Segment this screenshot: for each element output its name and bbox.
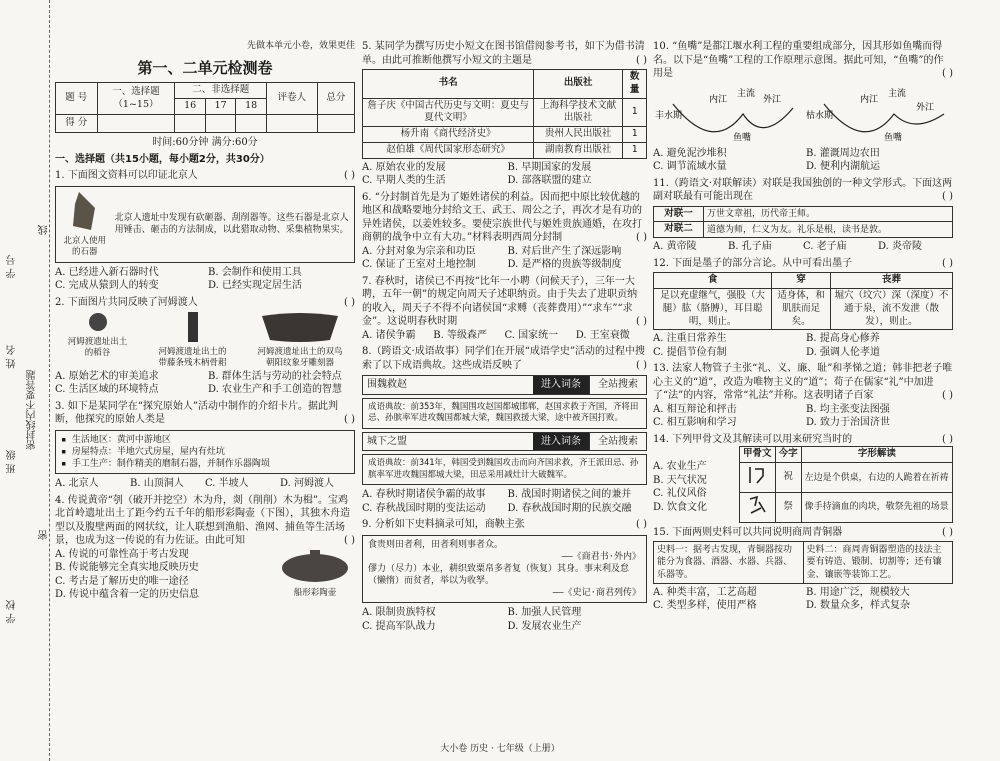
q5-cell: 杨升南《商代经济史》	[363, 127, 534, 143]
option[interactable]: A. 原始农业的发展	[362, 161, 446, 173]
option[interactable]: C. 调节流域水量	[653, 161, 727, 172]
question-14	[653, 433, 953, 523]
q8-story: 成语典故：前341年，韩国受到魏国攻击而向齐国求救，齐王派田忌、孙膑率军进攻魏国都城大梁，田忌采用减灶计大破魏军。	[362, 454, 647, 485]
option[interactable]: A. 北京人	[55, 478, 99, 490]
q12-cell: 适身体，和肌肤而足矣。	[772, 288, 831, 329]
q2-caption: 河姆渡遗址出土 的稻谷	[67, 336, 128, 359]
option[interactable]: B. 用途广泛，规模较大	[806, 586, 910, 598]
q5-cell: 赵伯雄《周代国家形态研究》	[363, 143, 534, 159]
name-label: 姓 名	[7, 345, 18, 369]
q2-figures	[55, 312, 355, 369]
q5-cell: 1	[623, 143, 647, 159]
option[interactable]: B. 传说能够完全真实地反映历史	[55, 562, 199, 574]
option[interactable]: C. 春秋战国时期的变法运动	[362, 502, 486, 514]
q9-quote: 僇力（尽力）本业，耕织致粟帛多者复（恢复）其身。事末利及怠（懒惰）而贫者，举以为收孥。	[368, 564, 630, 587]
option[interactable]: B. 对后世产生了深远影响	[507, 245, 622, 257]
option[interactable]: A. 黄帝陵	[653, 241, 697, 253]
option[interactable]: C. 完成从猿到人的转变	[55, 280, 159, 292]
q1-caption: 北京人使用的石器	[63, 236, 107, 258]
q12-head: 丧葬	[831, 273, 953, 289]
q14-oracle-table	[739, 446, 953, 522]
question-4	[55, 494, 355, 602]
bone-tool-image	[182, 312, 204, 342]
diagram-label: 鱼嘴	[884, 132, 903, 143]
q9-stem: 9. 分析如下史料摘录可知，商鞅主张	[362, 519, 525, 531]
option[interactable]: B. 早期国家的发展	[507, 161, 592, 173]
section-1-heading: 一、选择题（共15小题，每小题2分，共30分）	[55, 153, 270, 165]
option[interactable]: B. 孔子庙	[728, 241, 772, 253]
q9-material	[362, 535, 647, 604]
q9-source: ——《商君书·外内》	[561, 551, 641, 562]
q5-col-head: 出版社	[534, 70, 623, 99]
q14-stem: 14. 下列甲骨文及其解读可以用来研究当时的	[653, 433, 853, 445]
answer-paren[interactable]: ( )	[344, 414, 355, 426]
question-2	[55, 296, 355, 397]
q6-stem: 6. “分封制首先是为了姬姓诸侯的利益。因而把中原比较优越的地区和战略要地分封给文王、武王、周公之子，再次才是有功的异姓诸侯，以姜姓较多。要使宗族世代与姬姓贵族通婚，在攻打商朝的战争中立有大功。”材料表明西周分封制	[362, 191, 642, 244]
seal-line-mark: 线	[39, 225, 50, 235]
q5-book-table	[362, 69, 647, 159]
question-6	[362, 191, 647, 272]
stone-tool-image	[65, 190, 105, 232]
search-bar	[362, 432, 647, 452]
option[interactable]: D. 致力于治国济世	[806, 417, 891, 429]
q14-head: 字形解读	[801, 447, 952, 463]
q4-body	[55, 548, 355, 602]
couplet-label: 对联一	[654, 206, 704, 222]
question-15	[653, 526, 953, 613]
q14-cell: 左边是个供桌，右边的人跪着在祈祷	[801, 463, 952, 493]
diagram-label: 主流	[888, 88, 907, 99]
column-3	[653, 40, 953, 616]
option[interactable]: C. 提高军队战力	[362, 620, 436, 632]
score-table-nonchoice: 二、非选择题	[175, 83, 267, 99]
answer-paren[interactable]: ( )	[942, 390, 953, 402]
diagram-label: 内江	[709, 94, 728, 105]
diagram-label: 主流	[737, 88, 756, 99]
q5-cell: 1	[623, 98, 647, 127]
answer-paren[interactable]: ( )	[942, 433, 953, 445]
option[interactable]: C. 保证了王室对土地控制	[362, 259, 476, 271]
option[interactable]: A. 农业生产	[653, 461, 707, 473]
score-cell[interactable]	[205, 115, 235, 133]
option[interactable]: D. 已经实现定居生活	[208, 280, 303, 292]
option[interactable]: C. 相互影响和学习	[653, 417, 737, 429]
question-12	[653, 257, 953, 360]
q14-head: 今字	[775, 447, 801, 463]
answer-paren[interactable]: ( )	[344, 170, 355, 182]
q2-caption: 河姆渡遗址出土的双鸟 朝阳纹象牙雕刻器	[257, 346, 343, 369]
score-table-q17: 17	[205, 99, 235, 115]
score-cell[interactable]	[175, 115, 205, 133]
q14-cell: 祝	[775, 463, 801, 493]
q1-text: 北京人遗址中发现有砍砸器、刮削器等。这些石器是北京人用锤击、砸击的方法制成，以此猎取动物、采集植物果实。	[114, 213, 349, 236]
q12-table	[653, 272, 953, 330]
option[interactable]: C. 国家统一	[504, 329, 559, 341]
answer-paren[interactable]: ( )	[942, 526, 953, 538]
q3-card	[55, 430, 355, 474]
option[interactable]: A. 相互辩论和抨击	[653, 403, 737, 415]
answer-paren[interactable]: ( )	[344, 535, 355, 547]
search-bar	[362, 375, 647, 395]
score-cell[interactable]	[317, 115, 354, 133]
enter-entry-button[interactable]: 进入词条	[533, 433, 589, 451]
option[interactable]: A. 原始艺术的审美追求	[55, 370, 159, 382]
q13-stem: 13. 法家人物管子主张“礼、义、廉、耻”和孝悌之道；韩非把老子唯心主义的“道”，改造为唯物主义的“道”；荀子在儒家“礼”中加进了“法”的内容，常常“礼法”并称。这表明诸子百家	[653, 363, 953, 402]
no-answer-note: 密封线内不要答题	[27, 370, 38, 450]
q3-card-line: ▪ 手工生产：制作精美的磨制石器，并制作乐器陶埙	[61, 459, 270, 470]
option[interactable]: D. 炎帝陵	[878, 241, 923, 253]
oracle-glyph-cell	[740, 493, 776, 523]
diagram-label: 内江	[860, 94, 879, 105]
diagram-label: 枯水期	[806, 110, 834, 121]
option[interactable]: D. 农业生产和手工创造的智慧	[208, 384, 343, 396]
diagram-label: 外江	[916, 102, 935, 113]
score-row-label: 得 分	[56, 115, 98, 133]
ivory-carving-image	[260, 312, 340, 342]
q5-stem: 5. 某同学为撰写历史小短文在图书馆借阅参考书，如下为借书清单。由此可推断他撰写小短文的主题是	[362, 41, 645, 66]
option[interactable]: B. 战国时期诸侯之间的兼并	[507, 489, 632, 501]
q5-cell: 1	[623, 127, 647, 143]
option[interactable]: C. 提倡节俭有制	[653, 346, 727, 358]
score-cell[interactable]	[97, 115, 175, 133]
option[interactable]: C. 早期人类的生活	[362, 175, 446, 187]
q5-col-head: 数量	[623, 70, 647, 99]
q4-figure	[275, 548, 355, 602]
option[interactable]: B. 灌溉周边农田	[806, 147, 880, 159]
question-5	[362, 40, 647, 188]
diagram-label: 丰水期	[655, 110, 683, 121]
site-search-button[interactable]: 全站搜索	[589, 433, 646, 451]
option[interactable]: B. 提高身心修养	[806, 333, 880, 345]
seal-mark: 密	[39, 530, 50, 540]
option[interactable]: C. 类型多样，使用严格	[653, 600, 757, 612]
q5-cell: 湖南教育出版社	[534, 143, 623, 159]
q15-materials	[653, 541, 953, 583]
option[interactable]: A. 分封对象为宗亲和功臣	[362, 245, 476, 257]
q1-stem: 1. 下面图文资料可以印证北京人	[55, 170, 198, 182]
option[interactable]: D. 数量众多，样式复杂	[806, 600, 911, 612]
answer-paren[interactable]: ( )	[344, 296, 355, 308]
option[interactable]: A. 注重日常养生	[653, 333, 727, 345]
score-table-head: 题 号	[56, 83, 98, 115]
column-1	[55, 40, 355, 605]
option[interactable]: C. 考古是了解历史的唯一途径	[55, 575, 189, 587]
option[interactable]: B. 加强人民管理	[507, 607, 582, 619]
option[interactable]: D. 王室衰微	[575, 329, 630, 341]
answer-paren[interactable]: ( )	[942, 191, 953, 202]
option[interactable]: B. 山顶洞人	[130, 478, 184, 490]
q10-stem: 10. “鱼嘴”是都江堰水利工程的重要组成部分，因其形如鱼嘴而得名。以下是“鱼嘴”工程的工作原理示意图。据此可知，“鱼嘴”的作用是	[653, 41, 944, 79]
question-13	[653, 362, 953, 430]
option[interactable]: A. 限制贵族特权	[362, 607, 436, 619]
option[interactable]: A. 春秋时期诸侯争霸的故事	[362, 489, 486, 501]
option[interactable]: C. 老子庙	[803, 241, 847, 253]
answer-paren[interactable]: ( )	[942, 68, 953, 79]
answer-paren[interactable]: ( )	[942, 257, 953, 269]
pottery-pot-image	[280, 548, 350, 584]
question-8	[362, 345, 647, 515]
q12-head: 穿	[772, 273, 831, 289]
q5-col-head: 书名	[363, 70, 534, 99]
oracle-glyph-icon	[747, 494, 767, 516]
option[interactable]: B. 会制作和使用工具	[208, 266, 302, 278]
score-table-q18: 18	[236, 99, 267, 115]
score-table-grader: 评卷人	[266, 83, 317, 115]
couplet-text: 万世文章祖，历代帝王师。	[704, 206, 953, 222]
option[interactable]: B. 天气状况	[653, 474, 707, 486]
q5-cell: 上海科学技术文献出版社	[534, 98, 623, 127]
page-footer: 大小卷 历史 · 七年级（上册）	[440, 743, 560, 754]
question-10	[653, 40, 953, 174]
school-label: 学 校	[7, 600, 18, 624]
q1-figure	[61, 190, 109, 259]
option[interactable]: D. 部落联盟的建立	[507, 175, 592, 187]
answer-paren[interactable]: ( )	[636, 232, 647, 244]
q14-options	[653, 446, 733, 522]
score-cell[interactable]	[266, 115, 317, 133]
q12-cell: 堀穴（坟穴）深（深度）不通于泉，流不发泄（散发），则止。	[831, 288, 953, 329]
q10-diagrams	[653, 84, 953, 144]
option[interactable]: B. 等级森严	[433, 329, 487, 341]
q3-card-line: ▪ 房屋特点：半地穴式房屋，屋内有灶坑	[61, 447, 225, 457]
q12-stem: 12. 下面是墨子的部分言论。从中可看出墨子	[653, 257, 853, 269]
option[interactable]: B. 均主张变法图强	[806, 403, 890, 415]
option[interactable]: D. 春秋战国时期的民族交融	[507, 502, 632, 514]
score-cell[interactable]	[236, 115, 267, 133]
question-1	[55, 169, 355, 293]
score-table-q16: 16	[175, 99, 205, 115]
q1-material	[55, 186, 355, 263]
question-3	[55, 400, 355, 491]
question-11	[653, 177, 953, 254]
q5-cell: 贵州人民出版社	[534, 127, 623, 143]
dry-season-diagram	[804, 84, 949, 144]
q9-quote: 食贵则田者利，田者利则事者众。	[368, 539, 504, 550]
q11-stem: 11.（跨语文·对联解读）对联是我国独创的一种文学形式。下面这两副对联最有可能出现在	[653, 177, 953, 202]
option[interactable]: C. 礼仪风俗	[653, 488, 707, 500]
q3-card-line: ▪ 生活地区：黄河中游地区	[61, 434, 171, 445]
q11-couplet-table	[653, 206, 953, 239]
q5-cell: 詹子庆《中国古代历史与文明：夏史与夏代文明》	[363, 98, 534, 127]
q7-stem: 7. 春秋时，诸侯已不再按“比年一小聘（问候天子），三年一大聘，五年一朝”的规定向周天子述职纳贡。由于失去了进职贡纳的收入，周天子不得不向诸侯国“求赙（丧葬费用）”“求车”“求金”。这说明春秋时期	[362, 275, 638, 328]
answer-paren[interactable]: ( )	[636, 316, 647, 328]
option[interactable]: A. 种类丰富，工艺高超	[653, 586, 757, 598]
q15-material: 史料二：商周青铜器塑造的技法主要有铸造、锻制、切割等；还有镶金、镶嵌等装饰工艺。	[806, 545, 942, 580]
enter-entry-button[interactable]: 进入词条	[533, 376, 589, 394]
question-7	[362, 275, 647, 343]
exam-meta: 时间:60分钟 满分:60分	[152, 137, 258, 149]
score-table	[55, 82, 355, 133]
search-input[interactable]: 城下之盟	[367, 435, 407, 447]
q2-figure	[145, 312, 240, 369]
q9-source: ——《史记·商君列传》	[552, 588, 641, 599]
answer-paren[interactable]: ( )	[636, 54, 647, 66]
rice-grain-image	[88, 312, 108, 332]
diagram-label: 外江	[763, 94, 782, 105]
option[interactable]: C. 生活区域的环境特点	[55, 384, 159, 396]
binding-strip	[0, 0, 50, 761]
q4-caption: 船形彩陶壶	[293, 588, 337, 599]
option[interactable]: D. 河姆渡人	[280, 478, 335, 490]
site-search-button[interactable]: 全站搜索	[589, 376, 646, 394]
option[interactable]: D. 便利内湖航运	[806, 161, 881, 172]
oracle-glyph-icon	[747, 464, 767, 486]
score-table-choice: 一、选择题 （1~15）	[97, 83, 175, 115]
option[interactable]: A. 已经进入新石器时代	[55, 266, 159, 278]
q2-caption: 河姆渡遗址出土的 带藤条残木柄骨耜	[158, 346, 227, 369]
search-input[interactable]: 围魏救赵	[367, 379, 407, 391]
student-number-label: 学 号	[7, 255, 18, 279]
top-note: 先做本单元小卷，效果更佳	[246, 41, 355, 51]
couplet-text: 道德为师，仁义为友。礼乐是根，读书是敦。	[704, 222, 953, 238]
option[interactable]: A. 避免泥沙堆积	[653, 147, 727, 159]
column-2	[362, 40, 647, 636]
q15-material: 史料一：据考古发现，青铜器按功能分为食器、酒器、水器、兵器、乐器等。	[654, 542, 804, 582]
q2-figure	[245, 312, 355, 369]
option[interactable]: A. 诸侯争霸	[362, 329, 416, 341]
q15-stem: 15. 下面两则史料可以共同说明商周青铜器	[653, 526, 843, 538]
q4-options	[55, 548, 275, 602]
option[interactable]: D. 饮食文化	[653, 501, 708, 513]
option[interactable]: B. 群体生活与劳动的社会特点	[208, 370, 342, 382]
option[interactable]: C. 半坡人	[205, 478, 249, 490]
q3-stem: 3. 如下是某同学在“探究原始人”活动中制作的介绍卡片。据此判断，他探究的原始人类是	[55, 400, 338, 426]
q14-cell: 祭	[775, 493, 801, 523]
q14-cell: 像手持滴血的肉块，敬祭先祖的场景	[801, 493, 952, 523]
q4-stem: 4. 传说黄帝“刳（破开并挖空）木为舟，剡（削削）木为楫”。宝鸡北首岭遗址出土了距今约五千年的船形彩陶壶（下图），其独木舟造型以及腹壁两面的网状纹，让人联想到渔船、渔网、捕鱼等生活场景，也成为这一传说的有力佐证。由此可知	[55, 494, 350, 547]
oracle-glyph-cell	[740, 463, 776, 493]
option[interactable]: D. 传说中蕴含着一定的历史信息	[55, 589, 200, 601]
q14-body	[653, 446, 953, 522]
score-table-total: 总分	[317, 83, 354, 115]
option[interactable]: A. 传说的可靠性高于考古发现	[55, 548, 189, 560]
question-9	[362, 518, 647, 633]
couplet-label: 对联二	[654, 222, 704, 238]
answer-paren[interactable]: ( )	[636, 519, 647, 531]
answer-paren[interactable]: ( )	[636, 359, 647, 371]
class-label: 班 级	[7, 450, 18, 474]
q12-head: 食	[654, 273, 772, 289]
option[interactable]: D. 发展农业生产	[507, 620, 582, 632]
q14-head: 甲骨文	[740, 447, 776, 463]
q8-story: 成语典故：前353年，魏国围攻赵国都城邯郸，赵国求救于齐国，齐将田忌、孙膑率军进攻魏国都城大梁，魏国救援大梁，途中被齐国打败。	[362, 398, 647, 429]
flood-season-diagram	[653, 84, 798, 144]
q12-cell: 足以充虚继气，强股（大腿）肱（胳膊），耳目聪明，则止。	[654, 288, 772, 329]
option[interactable]: D. 强调人伦孝道	[806, 346, 881, 358]
exam-title: 第一、二单元检测卷	[137, 59, 273, 78]
q2-stem: 2. 下面图片共同反映了河姆渡人	[55, 296, 198, 308]
diagram-label: 鱼嘴	[733, 132, 752, 143]
q2-figure	[55, 312, 140, 369]
option[interactable]: D. 是严格的贵族等级制度	[507, 259, 622, 271]
q8-stem: 8.（跨语文·成语故事）同学们在开展“成语学史”活动的过程中搜索了以下成语典故。这些成语反映了	[362, 346, 645, 371]
